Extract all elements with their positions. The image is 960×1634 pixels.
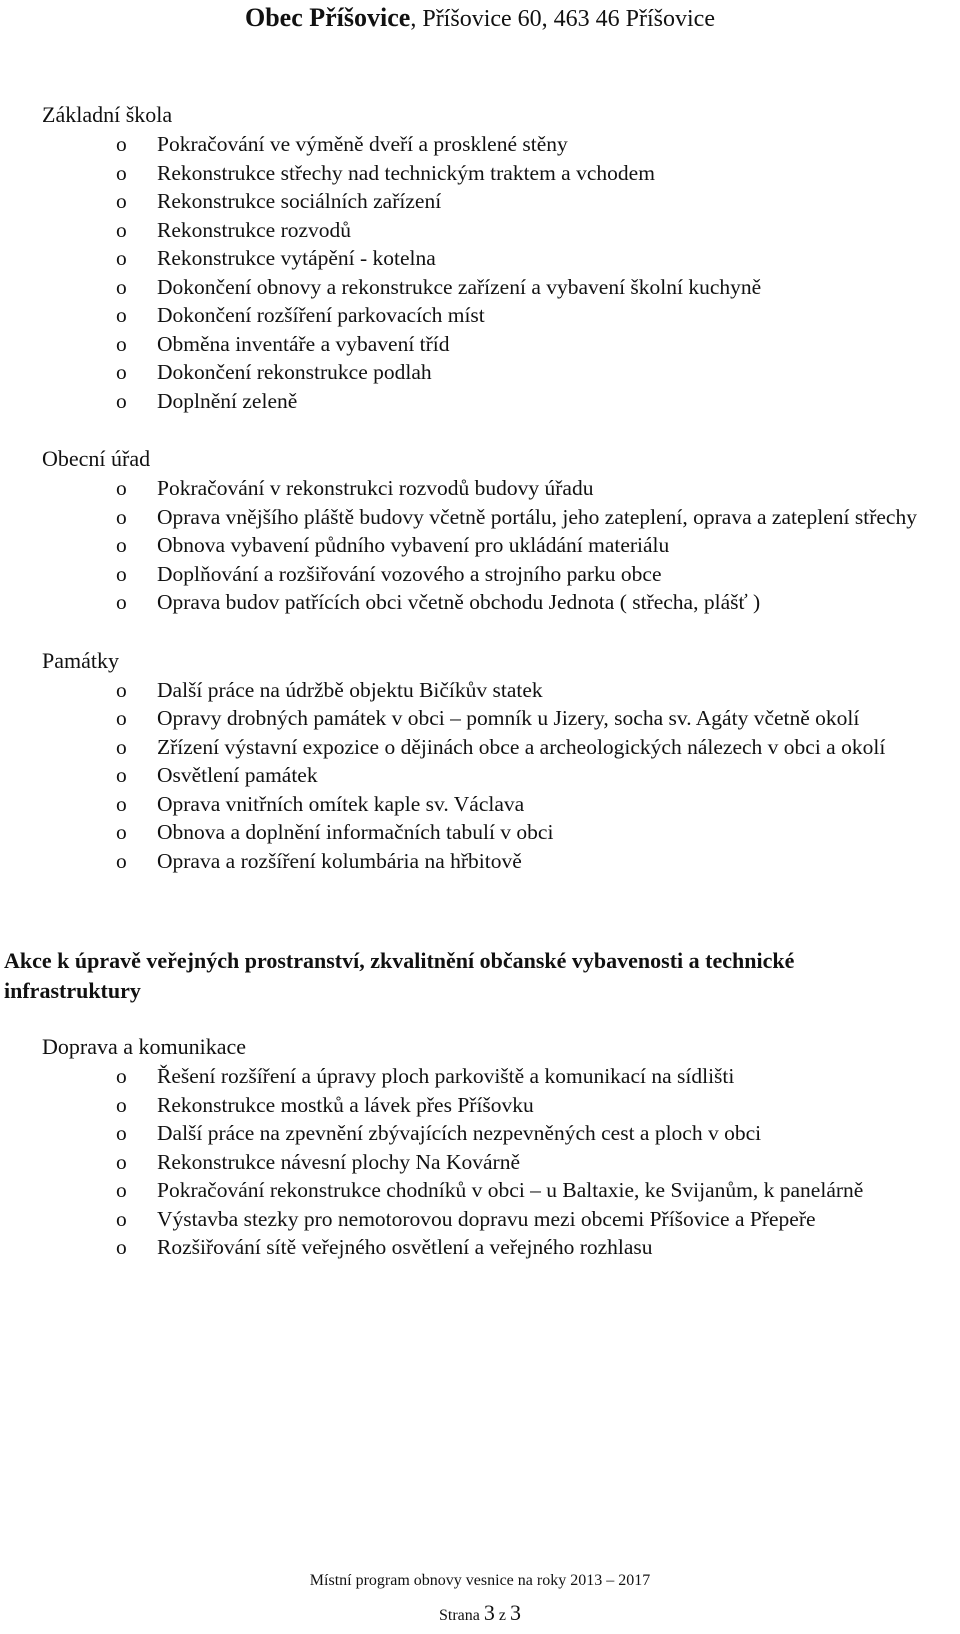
bullet: o bbox=[116, 706, 127, 730]
list-item-text: Další práce na údržbě objektu Bičíkův statek bbox=[157, 677, 543, 702]
list-item bbox=[0, 733, 960, 762]
list-item-text: Pokračování ve výměně dveří a prosklené stěny bbox=[157, 132, 568, 156]
list-item bbox=[0, 1233, 960, 1262]
bullet: o bbox=[116, 791, 127, 816]
section bbox=[0, 444, 960, 617]
list-item-text: Pokračování rekonstrukce chodníků v obci – u Baltaxie, ke Svijanům, k panelárně bbox=[157, 1178, 864, 1202]
list-item-text: Pokračování v rekonstrukci rozvodů budovy úřadu bbox=[157, 476, 594, 500]
bullet: o bbox=[116, 677, 127, 702]
list-item bbox=[0, 1176, 960, 1205]
bold-heading: Akce k úpravě veřejných prostranství, zkvalitnění občanské vybavenosti a technické infrastruktury bbox=[4, 948, 795, 1003]
bullet: o bbox=[116, 274, 127, 299]
bullet: o bbox=[116, 132, 127, 156]
list-item bbox=[0, 358, 960, 387]
list-item bbox=[0, 1091, 960, 1120]
list-item-text: Dokončení rekonstrukce podlah bbox=[157, 360, 432, 384]
list-item-text: Oprava vnějšího pláště budovy včetně portálu, jeho zateplení, oprava a zateplení střechy bbox=[157, 504, 917, 529]
bullet: o bbox=[116, 848, 127, 873]
list-item-text: Dokončení obnovy a rekonstrukce zařízení a vybavení školní kuchyně bbox=[157, 274, 762, 299]
page-of: z bbox=[498, 1607, 506, 1624]
bullet: o bbox=[116, 303, 127, 327]
list-item bbox=[0, 1148, 960, 1177]
section-group-b bbox=[0, 1032, 960, 1262]
bullet: o bbox=[116, 763, 127, 787]
bullet: o bbox=[116, 1206, 127, 1231]
bullet: o bbox=[116, 476, 127, 500]
list-item-text: Výstavba stezky pro nemotorovou dopravu mezi obcemi Příšovice a Přepeře bbox=[157, 1206, 816, 1231]
list-item-text: Obměna inventáře a vybavení tříd bbox=[157, 331, 450, 356]
item-list bbox=[0, 1062, 960, 1262]
list-item bbox=[0, 159, 960, 188]
list-item bbox=[0, 1062, 960, 1091]
bullet: o bbox=[116, 504, 127, 529]
section-title: Doprava a komunikace bbox=[42, 1034, 247, 1059]
list-item bbox=[0, 1119, 960, 1148]
list-item bbox=[0, 330, 960, 359]
list-item-text: Dokončení rozšíření parkovacích míst bbox=[157, 303, 485, 327]
list-item bbox=[0, 216, 960, 245]
list-item bbox=[0, 301, 960, 330]
list-item-text: Rekonstrukce sociálních zařízení bbox=[157, 189, 442, 213]
section bbox=[0, 1032, 960, 1262]
list-item bbox=[0, 560, 960, 589]
list-item bbox=[0, 1205, 960, 1234]
bullet: o bbox=[116, 820, 127, 844]
list-item-text: Doplňování a rozšiřování vozového a strojního parku obce bbox=[157, 561, 662, 586]
list-item bbox=[0, 676, 960, 705]
bullet: o bbox=[116, 1064, 127, 1088]
bullet: o bbox=[116, 533, 127, 557]
list-item-text: Oprava a rozšíření kolumbária na hřbitově bbox=[157, 848, 522, 873]
list-item bbox=[0, 187, 960, 216]
bullet: o bbox=[116, 388, 127, 413]
list-item-text: Rekonstrukce střechy nad technickým traktem a vchodem bbox=[157, 160, 655, 185]
bullet: o bbox=[116, 1092, 127, 1117]
list-item bbox=[0, 588, 960, 617]
footer-program: Místní program obnovy vesnice na roky 2013 – 2017 bbox=[309, 1572, 651, 1589]
list-item-text: Řešení rozšíření a úpravy ploch parkoviště a komunikací na sídlišti bbox=[157, 1064, 735, 1088]
item-list bbox=[0, 130, 960, 415]
bullet: o bbox=[116, 1235, 127, 1259]
list-item bbox=[0, 704, 960, 733]
page-header bbox=[0, 2, 960, 35]
section bbox=[0, 100, 960, 415]
list-item-text: Další práce na zpevnění zbývajících nezpevněných cest a ploch v obci bbox=[157, 1121, 762, 1145]
section-title: Základní škola bbox=[42, 102, 173, 127]
list-item bbox=[0, 244, 960, 273]
bullet: o bbox=[116, 331, 127, 356]
bullet: o bbox=[116, 1121, 127, 1145]
section bbox=[0, 646, 960, 876]
municipality-address: , Příšovice 60, 463 46 Příšovice bbox=[410, 6, 715, 32]
list-item-text: Oprava vnitřních omítek kaple sv. Václava bbox=[157, 791, 525, 816]
list-item-text: Doplnění zeleně bbox=[157, 388, 298, 413]
list-item bbox=[0, 790, 960, 819]
list-item-text: Obnova a doplnění informačních tabulí v obci bbox=[157, 820, 554, 844]
section-title: Památky bbox=[42, 647, 119, 673]
bullet: o bbox=[116, 561, 127, 586]
list-item bbox=[0, 531, 960, 560]
list-item bbox=[0, 761, 960, 790]
list-item bbox=[0, 847, 960, 876]
list-item bbox=[0, 818, 960, 847]
section-group-a bbox=[0, 100, 960, 875]
document-body bbox=[0, 100, 960, 1291]
list-item-text: Rekonstrukce vytápění - kotelna bbox=[157, 246, 436, 270]
list-item-text: Zřízení výstavní expozice o dějinách obce a archeologických nálezech v obci a okolí bbox=[157, 734, 886, 759]
list-item-text: Obnova vybavení půdního vybavení pro ukládání materiálu bbox=[157, 533, 670, 557]
list-item-text: Rekonstrukce mostků a lávek přes Příšovku bbox=[157, 1092, 534, 1117]
municipality-name: Obec Příšovice bbox=[245, 3, 411, 32]
list-item-text: Osvětlení památek bbox=[157, 763, 318, 787]
list-item-text: Oprava budov patřících obci včetně obchodu Jednota ( střecha, plášť ) bbox=[157, 590, 761, 614]
item-list bbox=[0, 676, 960, 876]
bullet: o bbox=[116, 1149, 127, 1174]
bullet: o bbox=[116, 1178, 127, 1202]
bullet: o bbox=[116, 217, 127, 242]
bullet: o bbox=[116, 246, 127, 270]
section-title: Obecní úřad bbox=[42, 446, 151, 471]
footer-page bbox=[0, 1600, 960, 1626]
list-item bbox=[0, 474, 960, 503]
list-item-text: Rekonstrukce návesní plochy Na Kovárně bbox=[157, 1149, 521, 1174]
list-item bbox=[0, 503, 960, 532]
list-item-text: Opravy drobných památek v obci – pomník u Jizery, socha sv. Agáty včetně okolí bbox=[157, 706, 860, 730]
list-item-text: Rekonstrukce rozvodů bbox=[157, 217, 352, 242]
bullet: o bbox=[116, 160, 127, 185]
page-total: 3 bbox=[509, 1600, 521, 1625]
page-current: 3 bbox=[483, 1600, 495, 1625]
list-item bbox=[0, 387, 960, 416]
bullet: o bbox=[116, 360, 127, 384]
bullet: o bbox=[116, 189, 127, 213]
page-label: Strana bbox=[439, 1607, 480, 1624]
bullet: o bbox=[116, 590, 127, 614]
list-item bbox=[0, 130, 960, 159]
list-item-text: Rozšiřování sítě veřejného osvětlení a veřejného rozhlasu bbox=[157, 1235, 653, 1259]
list-item bbox=[0, 273, 960, 302]
bullet: o bbox=[116, 734, 127, 759]
item-list bbox=[0, 474, 960, 617]
